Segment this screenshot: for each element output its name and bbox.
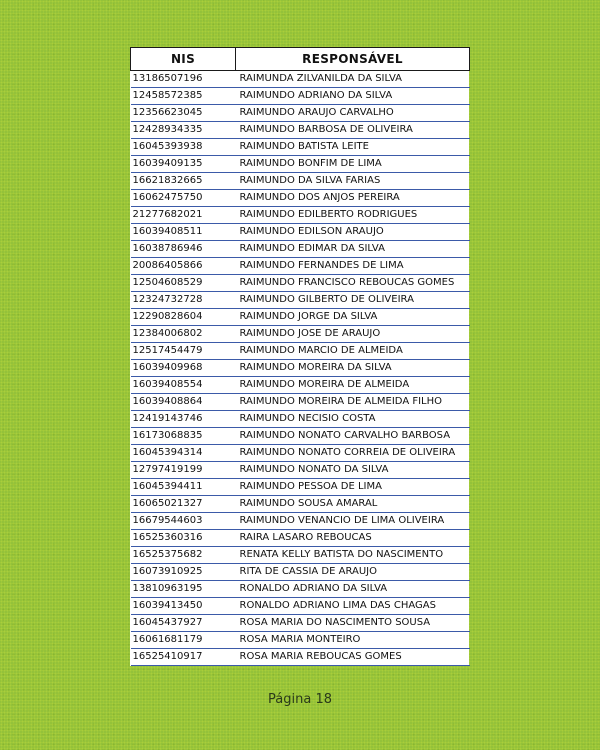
nis-cell: 20086405866 [131,258,236,275]
nis-cell: 16173068835 [131,428,236,445]
responsavel-cell: RAIMUNDO FERNANDES DE LIMA [236,258,470,275]
nis-cell: 16039408864 [131,394,236,411]
table-row [131,326,470,343]
table-body [131,71,470,666]
nis-cell: 12419143746 [131,411,236,428]
responsavel-cell: RAIMUNDO FRANCISCO REBOUCAS GOMES [236,275,470,292]
table-row [131,88,470,105]
table-row [131,496,470,513]
beneficiary-table-sheet [130,47,469,666]
table-header-row [131,48,470,71]
responsavel-cell: RAIMUNDO EDILBERTO RODRIGUES [236,207,470,224]
responsavel-cell: ROSA MARIA MONTEIRO [236,632,470,649]
table-row [131,428,470,445]
nis-cell: 16038786946 [131,241,236,258]
responsavel-cell: RAIMUNDO PESSOA DE LIMA [236,479,470,496]
table-row [131,377,470,394]
nis-cell: 16045394411 [131,479,236,496]
responsavel-cell: RAIMUNDO VENANCIO DE LIMA OLIVEIRA [236,513,470,530]
responsavel-cell: RAIMUNDO NONATO CARVALHO BARBOSA [236,428,470,445]
responsavel-cell: RAIMUNDO EDIMAR DA SILVA [236,241,470,258]
beneficiary-table [130,47,470,666]
column-header-responsavel: RESPONSÁVEL [236,48,470,71]
table-row [131,462,470,479]
responsavel-cell: RAIMUNDO NECISIO COSTA [236,411,470,428]
responsavel-cell: RAIMUNDO DA SILVA FARIAS [236,173,470,190]
nis-cell: 16039408511 [131,224,236,241]
nis-cell: 16039413450 [131,598,236,615]
responsavel-cell: RONALDO ADRIANO DA SILVA [236,581,470,598]
table-row [131,445,470,462]
table-row [131,530,470,547]
table-row [131,360,470,377]
nis-cell: 12324732728 [131,292,236,309]
responsavel-cell: RAIMUNDO JOSE DE ARAUJO [236,326,470,343]
responsavel-cell: RAIMUNDO GILBERTO DE OLIVEIRA [236,292,470,309]
nis-cell: 12458572385 [131,88,236,105]
nis-cell: 16525375682 [131,547,236,564]
table-row [131,275,470,292]
table-row [131,547,470,564]
nis-cell: 12428934335 [131,122,236,139]
nis-cell: 16073910925 [131,564,236,581]
table-row [131,207,470,224]
nis-cell: 16062475750 [131,190,236,207]
nis-cell: 16039409135 [131,156,236,173]
responsavel-cell: RAIMUNDO ADRIANO DA SILVA [236,88,470,105]
responsavel-cell: RAIMUNDO DOS ANJOS PEREIRA [236,190,470,207]
nis-cell: 16525360316 [131,530,236,547]
responsavel-cell: RAIMUNDO MOREIRA DA SILVA [236,360,470,377]
responsavel-cell: RAIMUNDO BONFIM DE LIMA [236,156,470,173]
table-row [131,309,470,326]
table-row [131,615,470,632]
responsavel-cell: RAIMUNDA ZILVANILDA DA SILVA [236,71,470,88]
responsavel-cell: RAIMUNDO MARCIO DE ALMEIDA [236,343,470,360]
table-row [131,564,470,581]
nis-cell: 16045394314 [131,445,236,462]
responsavel-cell: RAIMUNDO NONATO CORREIA DE OLIVEIRA [236,445,470,462]
nis-cell: 16679544603 [131,513,236,530]
table-row [131,156,470,173]
responsavel-cell: RAIMUNDO BARBOSA DE OLIVEIRA [236,122,470,139]
nis-cell: 16525410917 [131,649,236,666]
table-row [131,649,470,666]
table-row [131,105,470,122]
table-row [131,292,470,309]
table-row [131,394,470,411]
nis-cell: 12290828604 [131,309,236,326]
table-row [131,513,470,530]
responsavel-cell: RAIMUNDO BATISTA LEITE [236,139,470,156]
responsavel-cell: ROSA MARIA DO NASCIMENTO SOUSA [236,615,470,632]
nis-cell: 13186507196 [131,71,236,88]
nis-cell: 12797419199 [131,462,236,479]
nis-cell: 16061681179 [131,632,236,649]
responsavel-cell: RAIMUNDO JORGE DA SILVA [236,309,470,326]
nis-cell: 12356623045 [131,105,236,122]
nis-cell: 16039409968 [131,360,236,377]
table-row [131,241,470,258]
page-number: Página 18 [268,692,332,707]
table-row [131,139,470,156]
nis-cell: 16065021327 [131,496,236,513]
table-row [131,173,470,190]
table-row [131,190,470,207]
table-row [131,479,470,496]
table-row [131,411,470,428]
table-row [131,632,470,649]
responsavel-cell: RAIMUNDO NONATO DA SILVA [236,462,470,479]
responsavel-cell: RAIMUNDO MOREIRA DE ALMEIDA [236,377,470,394]
responsavel-cell: RAIMUNDO MOREIRA DE ALMEIDA FILHO [236,394,470,411]
table-row [131,71,470,88]
responsavel-cell: RENATA KELLY BATISTA DO NASCIMENTO [236,547,470,564]
table-row [131,258,470,275]
responsavel-cell: RONALDO ADRIANO LIMA DAS CHAGAS [236,598,470,615]
nis-cell: 12517454479 [131,343,236,360]
nis-cell: 16045437927 [131,615,236,632]
nis-cell: 16039408554 [131,377,236,394]
responsavel-cell: RITA DE CASSIA DE ARAUJO [236,564,470,581]
responsavel-cell: RAIRA LASARO REBOUCAS [236,530,470,547]
nis-cell: 12504608529 [131,275,236,292]
responsavel-cell: RAIMUNDO SOUSA AMARAL [236,496,470,513]
table-row [131,581,470,598]
nis-cell: 21277682021 [131,207,236,224]
table-row [131,224,470,241]
table-row [131,343,470,360]
nis-cell: 16045393938 [131,139,236,156]
table-row [131,122,470,139]
nis-cell: 16621832665 [131,173,236,190]
nis-cell: 13810963195 [131,581,236,598]
responsavel-cell: RAIMUNDO EDILSON ARAUJO [236,224,470,241]
nis-cell: 12384006802 [131,326,236,343]
responsavel-cell: RAIMUNDO ARAUJO CARVALHO [236,105,470,122]
responsavel-cell: ROSA MARIA REBOUCAS GOMES [236,649,470,666]
table-row [131,598,470,615]
column-header-nis: NIS [131,48,236,71]
